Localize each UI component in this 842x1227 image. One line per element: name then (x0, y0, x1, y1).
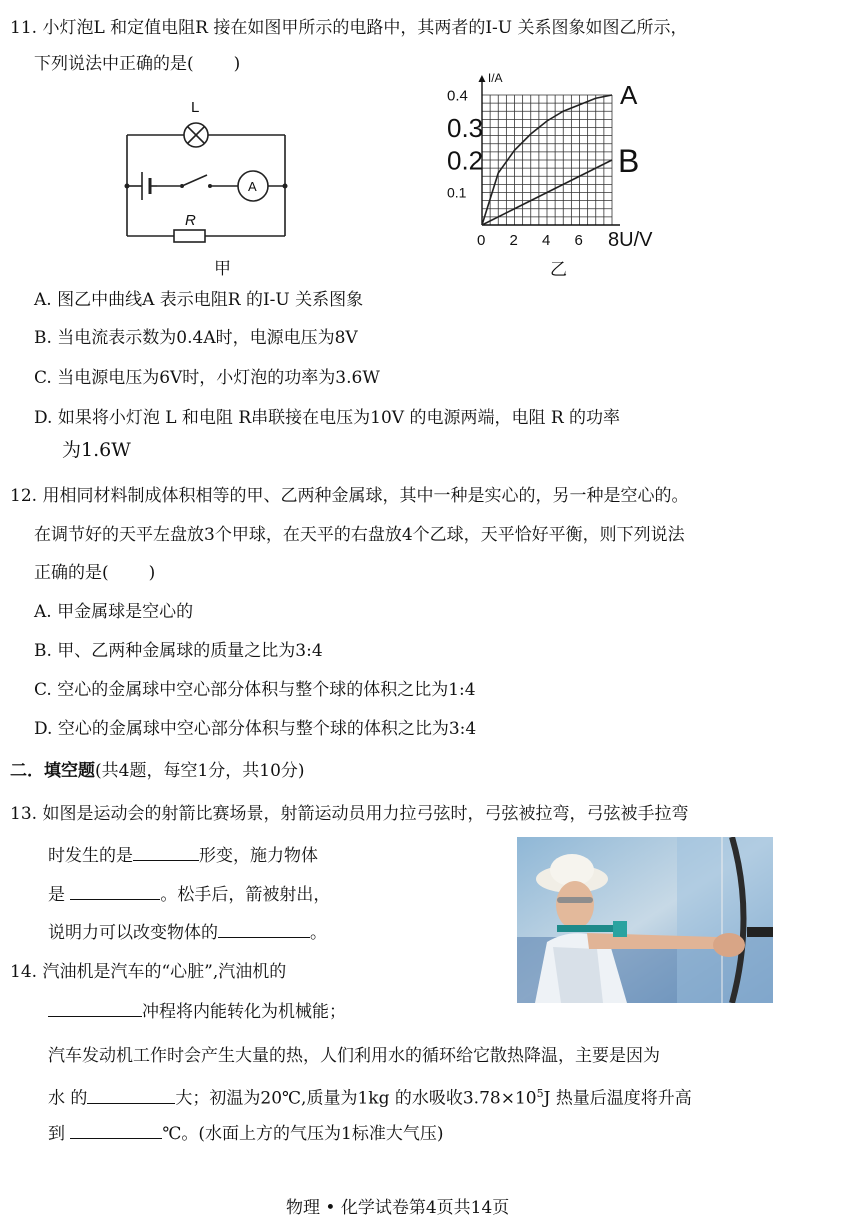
q12-option-d: D. 空心的金属球中空心部分体积与整个球的体积之比为3:4 (34, 719, 477, 739)
q12-line3-text: 正确的是( (34, 563, 109, 583)
circuit-caption: 甲 (214, 259, 231, 278)
y-tick-label: 0.1 (447, 184, 467, 201)
resistor-label: R (185, 212, 196, 229)
q13-line2 (48, 844, 318, 867)
q14-line4-tail: J 热量后温度将升高 (543, 1088, 692, 1109)
q14-blank-2[interactable] (87, 1087, 175, 1104)
y-axis-label: ▲I/A (476, 71, 503, 85)
section2-header (10, 760, 305, 782)
q11-option-d: D. 如果将小灯泡 L 和电阻 R串联接在电压为10V 的电源两端，电阻 R 的功率 (34, 408, 621, 428)
q14-line5-tail: ℃。(水面上方的气压为1标准大气压) (162, 1124, 444, 1144)
q13-line4-tail: 。 (310, 923, 327, 943)
q14-line2-text: 冲程将内能转化为机械能； (142, 1002, 346, 1022)
battery-symbol (142, 172, 157, 200)
q14-line2 (48, 1000, 346, 1023)
q12-option-a: A. 甲金属球是空心的 (34, 602, 194, 622)
graph-axes (482, 81, 620, 225)
circuit-diagram (110, 90, 310, 280)
x-tick-label: 2 (509, 232, 518, 249)
q14-line3: 汽车发动机工作时会产生大量的热，人们利用水的循环给它散热降温，主要是因为 (48, 1046, 660, 1066)
q14-blank-3[interactable] (70, 1122, 162, 1139)
q14-blank-1[interactable] (48, 1000, 142, 1017)
lamp-label: L (191, 99, 200, 116)
y-tick-label: 0.3 (447, 112, 484, 143)
q13-blank-1[interactable] (133, 844, 199, 861)
switch-symbol (180, 175, 212, 188)
x-tick-label: 4 (542, 232, 551, 249)
q14-line4-text: 水 的 (48, 1088, 88, 1109)
q13-line2-text: 时发生的是 (48, 846, 133, 866)
q14-exponent: 5 (536, 1087, 544, 1100)
lamp-symbol (184, 123, 208, 147)
graph-caption: 乙 (550, 260, 567, 279)
q13-line4-text: 说明力可以改变物体的 (48, 923, 218, 943)
y-tick-label: 0.4 (447, 87, 468, 105)
q11-option-d-cont: 为1.6W (62, 439, 131, 461)
ammeter-label: A (248, 179, 257, 194)
q12-option-b: B. 甲、乙两种金属球的质量之比为3:4 (34, 641, 323, 661)
q13-blank-3[interactable] (218, 921, 310, 938)
q14-line4-mid: 大；初温为20℃,质量为1kg 的水吸收3.78×10 (175, 1088, 537, 1109)
q11-stem-text: 下列说法中正确的是( (34, 54, 194, 74)
resistor-symbol (174, 230, 205, 242)
q13-line2-tail: 形变，施力物体 (199, 846, 318, 866)
q12-option-c: C. 空心的金属球中空心部分体积与整个球的体积之比为1:4 (34, 680, 476, 700)
q14-line4 (48, 1083, 692, 1110)
q12-line2: 在调节好的天平左盘放3个甲球，在天平的右盘放4个乙球，天平恰好平衡，则下列说法 (34, 525, 685, 545)
q11-stem-close: ) (233, 54, 241, 74)
graph-labels (447, 71, 653, 279)
q11-option-c: C. 当电源电压为6V时，小灯泡的功率为3.6W (34, 368, 380, 388)
q12-line3 (34, 562, 155, 584)
q11-stem-line2 (34, 53, 240, 75)
q13-line3-tail: 。松手后，箭被射出， (160, 885, 331, 905)
x-tick-label: 6 (574, 232, 583, 249)
section2-note: (共4题，每空1分，共10分) (95, 761, 305, 781)
curve-b-label: B (618, 143, 640, 179)
q13-line3-text: 是 (48, 885, 71, 905)
q14-line1: 14. 汽油机是汽车的“心脏”,汽油机的 (10, 962, 287, 982)
graph-grid (482, 95, 612, 225)
curve-a-label: A (620, 80, 638, 110)
x-axis-label: 8U/V (608, 229, 653, 251)
iu-graph (440, 64, 680, 284)
q14-line5-text: 到 (48, 1124, 71, 1144)
q11-option-a: A. 图乙中曲线A 表示电阻R 的I-U 关系图象 (34, 290, 364, 310)
q14-line5 (48, 1122, 444, 1145)
q12-close: ) (148, 563, 156, 583)
q11-stem-line1: 11. 小灯泡L 和定值电阻R 接在如图甲所示的电路中，其两者的I-U 关系图象如图乙所示， (10, 18, 688, 38)
x-tick-label: 0 (477, 232, 486, 249)
q11-option-b: B. 当电流表示数为0.4A时，电源电压为8V (34, 328, 358, 348)
q13-blank-2[interactable] (70, 883, 160, 900)
q12-line1: 12. 用相同材料制成体积相等的甲、乙两种金属球，其中一种是实心的，另一种是空心的。 (10, 486, 689, 506)
section2-title: 二．填空题 (10, 761, 95, 781)
page-footer: 物理 • 化学试卷第4页共14页 (286, 1198, 510, 1218)
archery-photo (517, 837, 773, 1003)
q13-line1: 13. 如图是运动会的射箭比赛场景，射箭运动员用力拉弓弦时，弓弦被拉弯，弓弦被手拉弯 (10, 804, 689, 824)
q13-line3 (48, 883, 330, 906)
q13-line4 (48, 921, 327, 944)
y-tick-label: 0.2 (447, 145, 484, 176)
